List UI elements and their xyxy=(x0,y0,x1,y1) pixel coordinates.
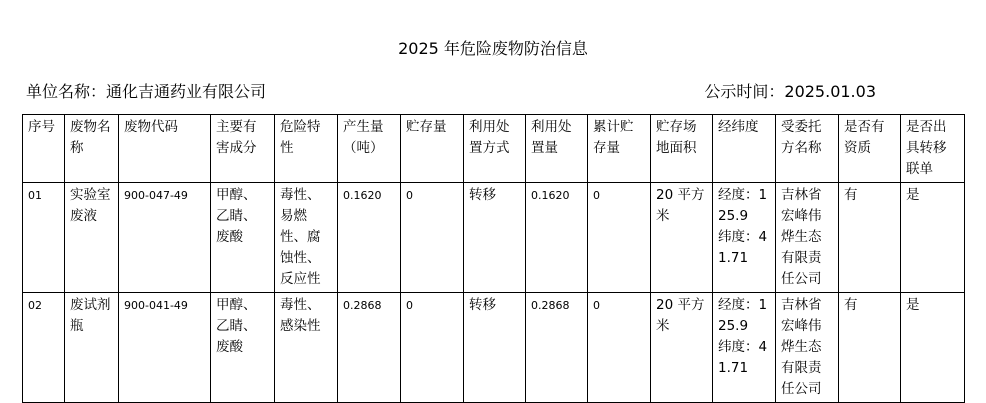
cell-components: 甲醇、乙睛、废酸 xyxy=(211,183,275,293)
header-cell-generated: 产生量（吨） xyxy=(338,115,401,183)
cell-contractor: 吉林省宏峰伟烨生态有限责任公司 xyxy=(776,183,839,293)
table-row xyxy=(23,293,965,403)
document-title: 2025 年危险废物防治信息 xyxy=(398,39,588,58)
cell-manifest: 是 xyxy=(901,293,965,403)
cell-generated: 0.1620 xyxy=(338,183,401,293)
header-cell-hazard: 危险特性 xyxy=(275,115,338,183)
header-cell-coordinates: 经纬度 xyxy=(713,115,776,183)
cell-manifest: 是 xyxy=(901,183,965,293)
cell-hazard: 毒性、感染性 xyxy=(275,293,338,403)
cell-disposed: 0.2868 xyxy=(526,293,588,403)
cell-name: 废试剂瓶 xyxy=(65,293,119,403)
header-cell-manifest: 是否出具转移联单 xyxy=(901,115,965,183)
latitude-value: 纬度：41.71 xyxy=(718,229,768,266)
longitude-value: 经度：125.9 xyxy=(718,297,768,334)
header-cell-components: 主要有害成分 xyxy=(211,115,275,183)
longitude-value: 经度：125.9 xyxy=(718,187,768,224)
unit-name-label: 单位名称： xyxy=(26,82,107,101)
latitude-value: 纬度：41.71 xyxy=(718,339,768,376)
cell-coordinates xyxy=(713,293,776,403)
header-cell-stored: 贮存量 xyxy=(401,115,464,183)
header-cell-qualified: 是否有资质 xyxy=(839,115,901,183)
header-cell-disposed: 利用处置量 xyxy=(526,115,588,183)
publish-date-label: 公示时间： xyxy=(704,82,785,101)
header-cell-method: 利用处置方式 xyxy=(464,115,526,183)
cell-method: 转移 xyxy=(464,293,526,403)
header-cell-name: 废物名称 xyxy=(65,115,119,183)
cell-area: 20 平方米 xyxy=(651,183,713,293)
hazardous-waste-table xyxy=(22,114,965,403)
header-cell-code: 废物代码 xyxy=(119,115,211,183)
cell-method: 转移 xyxy=(464,183,526,293)
header-cell-contractor: 受委托方名称 xyxy=(776,115,839,183)
publish-date-line xyxy=(704,81,876,103)
cell-generated: 0.2868 xyxy=(338,293,401,403)
cell-qualified: 有 xyxy=(839,293,901,403)
header-cell-cumulative: 累计贮存量 xyxy=(588,115,651,183)
cell-stored: 0 xyxy=(401,183,464,293)
cell-disposed: 0.1620 xyxy=(526,183,588,293)
cell-components: 甲醇、乙睛、废酸 xyxy=(211,293,275,403)
cell-hazard: 毒性、易燃性、腐蚀性、反应性 xyxy=(275,183,338,293)
cell-contractor: 吉林省宏峰伟烨生态有限责任公司 xyxy=(776,293,839,403)
cell-cumulative: 0 xyxy=(588,183,651,293)
cell-stored: 0 xyxy=(401,293,464,403)
unit-name-line xyxy=(26,81,266,103)
table-row xyxy=(23,183,965,293)
table-header-row xyxy=(23,115,965,183)
cell-code: 900-047-49 xyxy=(119,183,211,293)
cell-code: 900-041-49 xyxy=(119,293,211,403)
publish-date-value: 2025.01.03 xyxy=(784,82,876,101)
cell-no: 02 xyxy=(23,293,65,403)
unit-name-value: 通化吉通药业有限公司 xyxy=(106,82,267,101)
cell-area: 20 平方米 xyxy=(651,293,713,403)
cell-name: 实验室废液 xyxy=(65,183,119,293)
cell-no: 01 xyxy=(23,183,65,293)
header-cell-no: 序号 xyxy=(23,115,65,183)
cell-coordinates xyxy=(713,183,776,293)
cell-qualified: 有 xyxy=(839,183,901,293)
cell-cumulative: 0 xyxy=(588,293,651,403)
header-cell-area: 贮存场地面积 xyxy=(651,115,713,183)
